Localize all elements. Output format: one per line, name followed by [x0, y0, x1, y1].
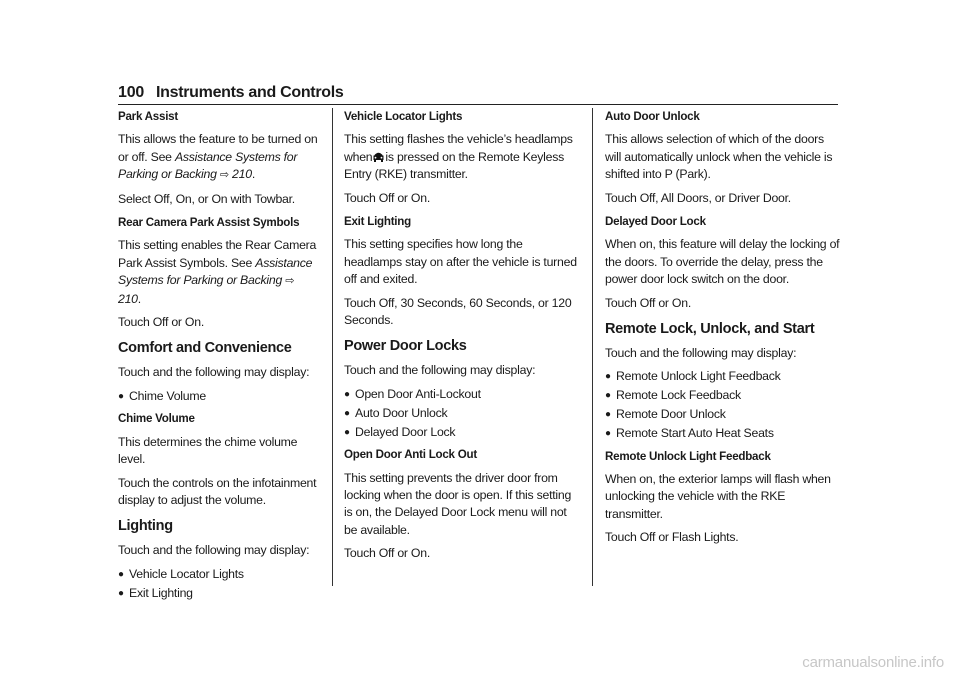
subheading-delayed-door-lock: Delayed Door Lock: [605, 215, 706, 229]
subheading-park-assist: Park Assist: [118, 110, 178, 123]
paragraph: Touch and the following may display:: [344, 363, 536, 378]
paragraph: Touch Off or On.: [344, 546, 430, 561]
heading-remote-lock: Remote Lock, Unlock, and Start: [605, 321, 815, 338]
bullet-icon: ●: [605, 390, 611, 402]
paragraph: This setting prevents the driver door from locking when the door is open. If this setting is on, the Delayed Door Lock menu will not be available.: [344, 470, 572, 537]
heading-power-door-locks: Power Door Locks: [344, 338, 467, 355]
list-item: ● Delayed Door Lock: [344, 424, 580, 441]
bullet-icon: ●: [344, 426, 350, 438]
bullet-list: [118, 566, 318, 602]
paragraph: Touch and the following may display:: [118, 365, 310, 380]
subheading-chime: Chime Volume: [118, 412, 195, 426]
heading-comfort: Comfort and Convenience: [118, 340, 292, 357]
lock-key-icon: [373, 150, 384, 162]
list-item: ● Remote Unlock Light Feedback: [605, 368, 841, 385]
list-item: ● Auto Door Unlock: [344, 405, 580, 422]
cross-reference-link[interactable]: Assistance Systems for Parking or Backing ⇨ 210: [118, 255, 313, 306]
column-1: [118, 108, 318, 607]
column-divider: [592, 108, 593, 586]
bullet-icon: ●: [118, 587, 124, 599]
bullet-icon: ●: [605, 371, 611, 383]
paragraph: This setting enables the Rear Camera Park Assist Symbols. See Assistance Systems for Parking or Backing ⇨ 210.: [118, 238, 317, 306]
paragraph: This setting specifies how long the headlamps stay on after the vehicle is turned off and exited.: [344, 237, 577, 287]
column-divider: [332, 108, 333, 586]
paragraph: This allows selection of which of the doors will automatically unlock when the vehicle is shifted into P (Park).: [605, 132, 833, 182]
list-item: ● Open Door Anti-Lockout: [344, 386, 580, 403]
bullet-icon: ●: [344, 388, 350, 400]
bullet-list: [118, 388, 318, 405]
paragraph: Touch Off, 30 Seconds, 60 Seconds, or 120 Seconds.: [344, 295, 572, 328]
list-item: ● Chime Volume: [118, 388, 318, 405]
column-3: [605, 108, 841, 553]
paragraph: This setting flashes the vehicle’s headlamps when is pressed on the Remote Keyless Entry (RKE) transmitter.: [344, 132, 573, 182]
bullet-list: [605, 368, 841, 442]
paragraph: This determines the chime volume level.: [118, 434, 298, 467]
paragraph: Touch Off, All Doors, or Driver Door.: [605, 190, 791, 205]
bullet-icon: ●: [605, 428, 611, 440]
cross-reference-link[interactable]: Assistance Systems for Parking or Backing ⇨ 210: [118, 149, 298, 182]
paragraph: This allows the feature to be turned on or off. See Assistance Systems for Parking or Backing ⇨ 210.: [118, 132, 318, 182]
paragraph: When on, the exterior lamps will flash when unlocking the vehicle with the RKE transmitter.: [605, 472, 831, 521]
paragraph: Touch Off or On.: [344, 190, 430, 205]
bullet-icon: ●: [605, 409, 611, 421]
heading-lighting: Lighting: [118, 518, 173, 535]
bullet-icon: ●: [344, 407, 350, 419]
paragraph: Touch Off or Flash Lights.: [605, 530, 739, 545]
subheading-rear-camera: Rear Camera Park Assist Symbols: [118, 216, 300, 230]
subheading-vehicle-locator: Vehicle Locator Lights: [344, 110, 463, 123]
paragraph: When on, this feature will delay the locking of the doors. To override the delay, press the power door lock switch on the door.: [605, 237, 840, 287]
list-item: ● Vehicle Locator Lights: [118, 566, 318, 583]
paragraph: Touch the controls on the infotainment display to adjust the volume.: [118, 475, 317, 507]
paragraph: Touch Off or On.: [605, 295, 691, 310]
watermark: carmanualsonline.info: [802, 654, 944, 671]
subheading-remote-unlock-light: Remote Unlock Light Feedback: [605, 449, 771, 463]
page-ref-icon: ⇨: [285, 275, 295, 288]
list-item: ● Exit Lighting: [118, 585, 318, 602]
list-item: ● Remote Door Unlock: [605, 406, 841, 423]
page-number: 100: [118, 84, 145, 101]
paragraph: Select Off, On, or On with Towbar.: [118, 191, 295, 206]
list-item: ● Remote Start Auto Heat Seats: [605, 425, 841, 442]
subheading-anti-lock-out: Open Door Anti Lock Out: [344, 448, 477, 462]
page-ref-icon: ⇨: [219, 169, 229, 182]
subheading-auto-door-unlock: Auto Door Unlock: [605, 110, 700, 123]
column-2: [344, 108, 580, 569]
page-header: [118, 84, 838, 105]
bullet-list: [344, 386, 580, 441]
paragraph: Touch and the following may display:: [605, 346, 797, 361]
list-item: ● Remote Lock Feedback: [605, 387, 841, 404]
paragraph: Touch Off or On.: [118, 315, 204, 330]
paragraph: Touch and the following may display:: [118, 543, 310, 558]
bullet-icon: ●: [118, 390, 124, 402]
section-title: Instruments and Controls: [156, 84, 344, 101]
subheading-exit-lighting: Exit Lighting: [344, 215, 411, 229]
bullet-icon: ●: [118, 568, 124, 580]
